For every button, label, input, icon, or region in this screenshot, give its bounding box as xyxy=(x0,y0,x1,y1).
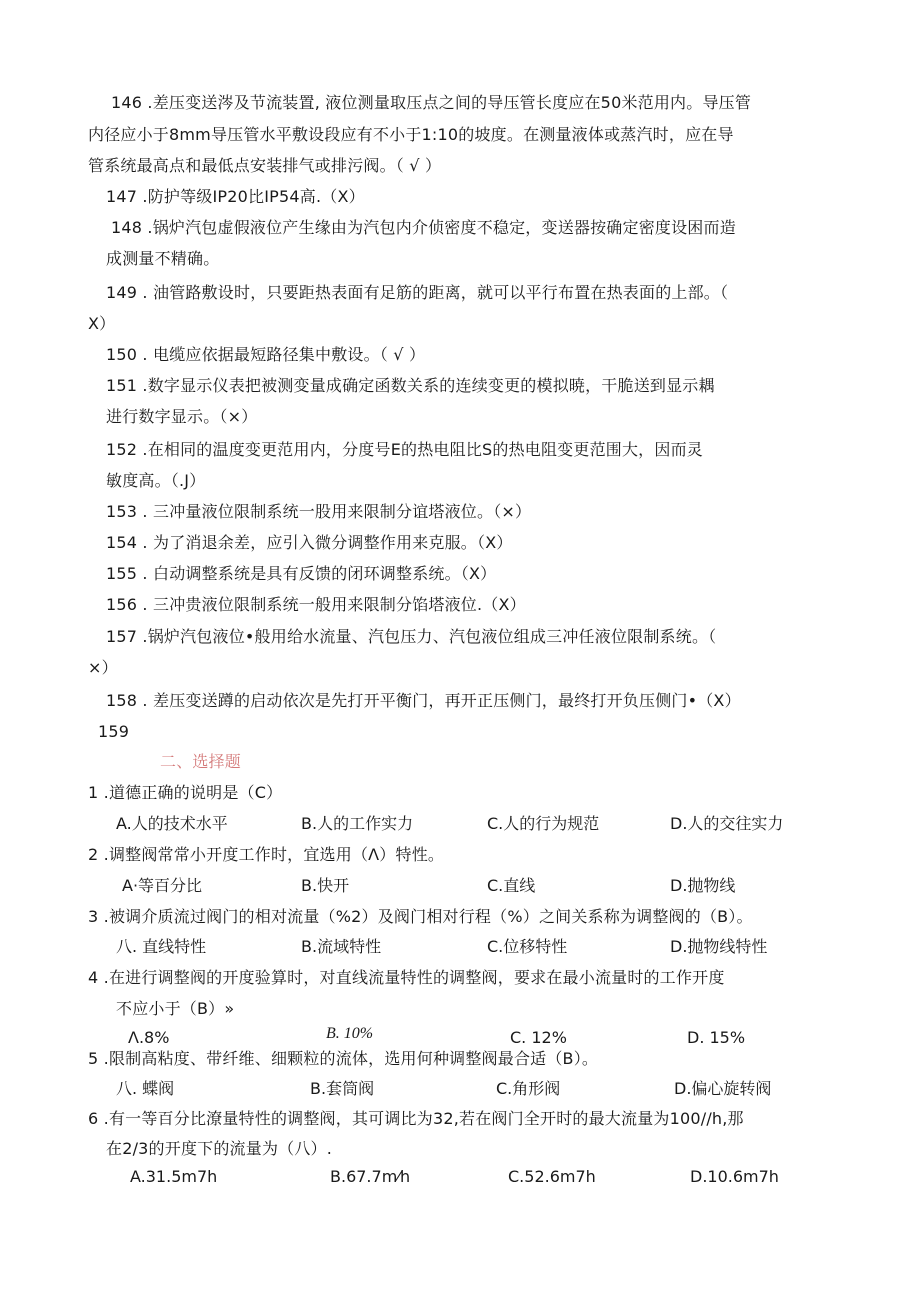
question-146-line-2: 内径应小于8mm导压管水平敷设段应有不小于1:10的坡度。在测量液体或蒸汽时，应在导 xyxy=(88,125,734,144)
question-148-line-2: 成测量不精确。 xyxy=(106,249,220,268)
choice-2-option-b: B.快开 xyxy=(301,876,350,895)
choice-5-option-c: C.角形阀 xyxy=(496,1079,561,1098)
question-159: 159 xyxy=(98,722,130,741)
question-149-line-2: X） xyxy=(88,314,116,333)
section-title-choice: 二、选择题 xyxy=(160,752,242,771)
choice-4-stem-line-1: 4 .在进行调整阀的开度验算时，对直线流量特性的调整阀，要求在最小流量时的工作开度 xyxy=(88,968,725,987)
question-154: 154 . 为了消退余差，应引入微分调整作用来克服。（X） xyxy=(106,533,513,552)
question-147: 147 .防护等级IP20比IP54高.（X） xyxy=(106,187,365,206)
choice-4-stem-line-2: 不应小于（B）» xyxy=(116,999,235,1018)
question-153: 153 . 三冲量液位限制系统一股用来限制分谊塔液位。（×） xyxy=(106,502,532,521)
question-151-line-1: 151 .数字显示仪表把被测变量成确定函数关系的连续变更的模拟暁，干脆送到显示耦 xyxy=(106,376,715,395)
choice-3-stem: 3 .被调介质流过阀门的相对流量（%2）及阀门相对行程（%）之间关系称为调整阀的（B）。 xyxy=(88,907,753,926)
choice-1-stem: 1 .道德正确的说明是（C） xyxy=(88,783,283,802)
choice-3-option-c: C.位移特性 xyxy=(487,937,568,956)
choice-6-option-b: B.67.7m⁄h xyxy=(330,1167,411,1186)
choice-5-option-d: D.偏心旋转阀 xyxy=(674,1079,772,1098)
question-150: 150 . 电缆应依据最短路径集中敷设。（ √ ） xyxy=(106,345,426,364)
question-156: 156 . 三冲贵液位限制系统一般用来限制分馅塔液位.（X） xyxy=(106,595,526,614)
choice-1-option-b: B.人的工作实力 xyxy=(301,814,414,833)
choice-1-option-d: D.人的交往实力 xyxy=(670,814,784,833)
choice-3-option-a: 八. 直线特性 xyxy=(116,937,207,956)
choice-6-option-a: A.31.5m7h xyxy=(130,1167,218,1186)
choice-1-option-c: C.人的行为规范 xyxy=(487,814,600,833)
choice-4-option-a: Λ.8% xyxy=(128,1028,170,1047)
choice-3-option-d: D.抛物线特性 xyxy=(670,937,768,956)
choice-1-option-a: A.人的技术水平 xyxy=(116,814,228,833)
choice-6-stem-line-2: 在2/3的开度下的流量为（八）. xyxy=(106,1139,333,1158)
question-158: 158 . 差压变送蹲的启动依次是先打开平衡门，再开正压侧门，最终打开负压侧门•（X） xyxy=(106,691,741,710)
question-152-line-1: 152 .在相同的温度变更范用内，分度号E的热电阻比S的热电阻变更范围大，因而灵 xyxy=(106,440,703,459)
choice-6-stem-line-1: 6 .有一等百分比潦量特性的调整阀，其可调比为32,若在阀门全开时的最大流量为100//h,那 xyxy=(88,1109,744,1128)
question-157-line-2: ×） xyxy=(88,658,118,677)
choice-5-option-b: B.套筒阀 xyxy=(310,1079,375,1098)
choice-2-option-c: C.直线 xyxy=(487,876,536,895)
choice-4-option-d: D. 15% xyxy=(687,1028,746,1047)
question-155: 155 . 白动调整系统是具有反馈的闭环调整系统。（X） xyxy=(106,564,497,583)
choice-2-option-d: D.抛物线 xyxy=(670,876,736,895)
choice-2-stem: 2 .调整阀常常小开度工作时，宜选用（Λ）特性。 xyxy=(88,845,445,864)
choice-6-option-d: D.10.6m7h xyxy=(690,1167,779,1186)
question-157-line-1: 157 .锅炉汽包液位•般用给水流量、汽包压力、汽包液位组成三冲任液位限制系统。（ xyxy=(106,627,717,646)
question-146-line-3: 管系统最高点和最低点安装排气或排污阀。（ √ ） xyxy=(88,156,442,175)
question-152-line-2: 敏度高。（.J） xyxy=(106,471,206,490)
question-149-line-1: 149 . 油管路敷设时，只要距热表面有足筋的距离，就可以平行布置在热表面的上部。（ xyxy=(106,283,729,302)
question-146-line-1: 146 .差压变送涔及节流装置, 液位测量取压点之间的导压管长度应在50米范用内。导压管 xyxy=(111,93,752,112)
choice-3-option-b: B.流域特性 xyxy=(301,937,382,956)
choice-4-option-c: C. 12% xyxy=(510,1028,567,1047)
choice-5-stem: 5 .限制高粘度、带纤维、细颗粒的流体，选用何种调整阀最合适（B）。 xyxy=(88,1049,599,1068)
question-148-line-1: 148 .锅炉汽包虚假液位产生缘由为汽包内介侦密度不稳定，变送器按确定密度设困而造 xyxy=(111,218,736,237)
question-151-line-2: 进行数字显示。（×） xyxy=(106,407,258,426)
choice-4-option-b: B. 10% xyxy=(326,1025,374,1042)
choice-6-option-c: C.52.6m7h xyxy=(508,1167,596,1186)
choice-5-option-a: 八. 蝶阀 xyxy=(116,1079,175,1098)
choice-2-option-a: A·等百分比 xyxy=(122,876,203,895)
